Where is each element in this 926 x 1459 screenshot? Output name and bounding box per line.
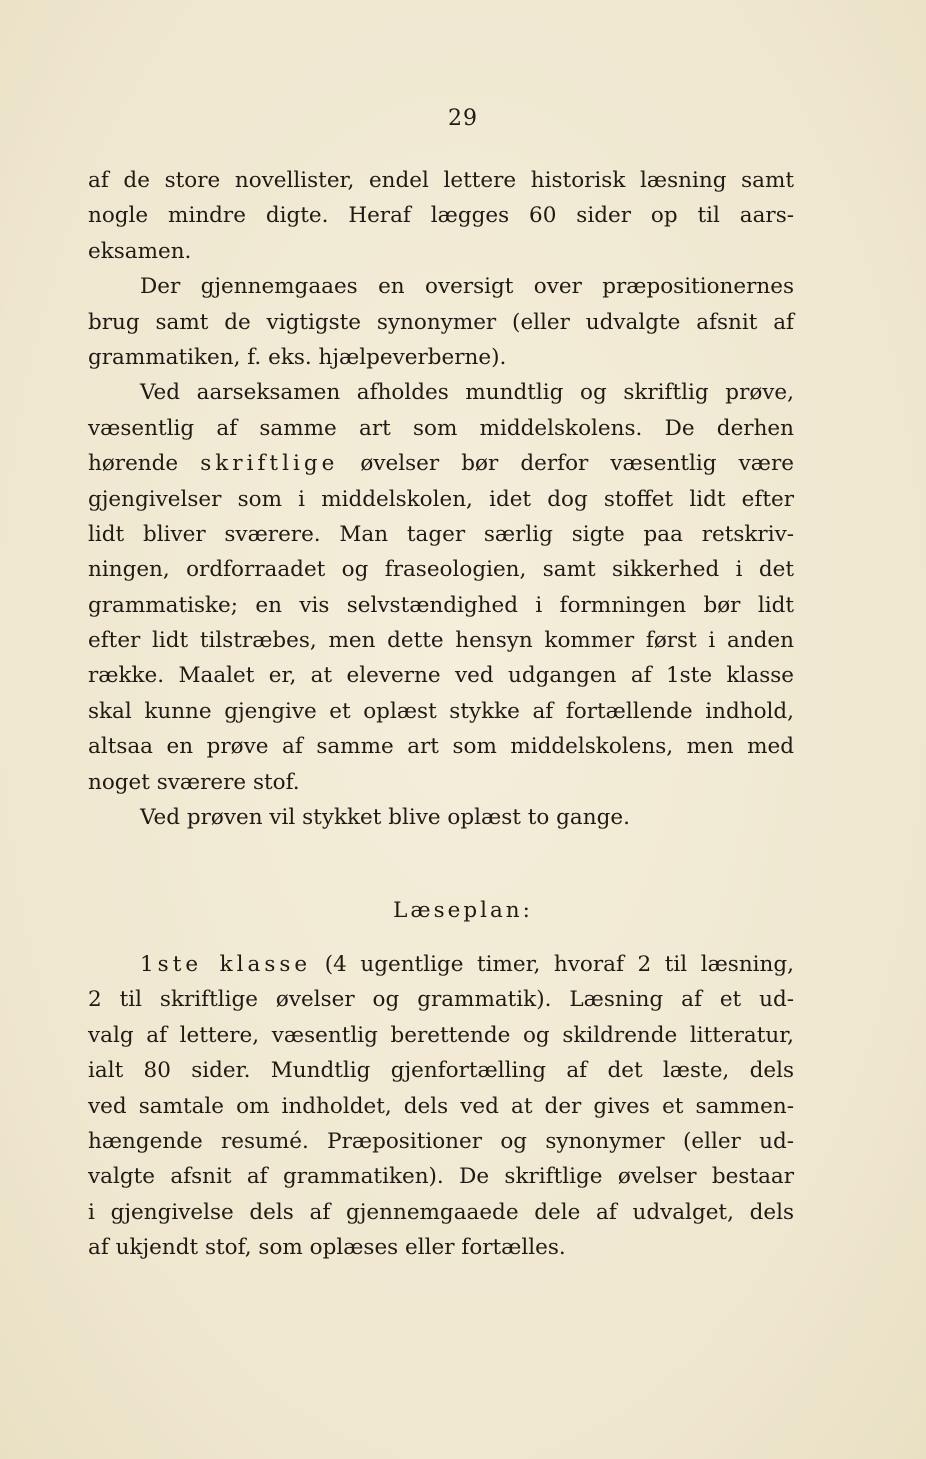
text-line: valg af lettere, væsentlig berettende og skildrende litteratur, — [88, 1022, 794, 1048]
text-line: af ukjendt stof, som oplæses eller fortælles. — [88, 1235, 566, 1261]
spaced-emphasis: skriftlige — [200, 451, 339, 477]
text-line: noget sværere stof. — [88, 769, 300, 795]
text-line: lidt bliver sværere. Man tager særlig sigte paa retskriv- — [88, 521, 794, 547]
text-line: eksamen. — [88, 238, 192, 264]
text-line: altsaa en prøve af samme art som middelskolens, men med — [88, 734, 794, 760]
text-fragment: (4 ugentlige timer, hvoraf 2 til læsning, — [324, 952, 794, 977]
text-line: i gjengivelse dels af gjennemgaaede dele af udvalget, dels — [88, 1199, 794, 1225]
text-line — [88, 446, 794, 481]
text-line: ialt 80 sider. Mundtlig gjenfortælling af det læste, dels — [88, 1058, 794, 1084]
paragraph-start-line: Ved aarseksamen afholdes mundtlig og skriftlig prøve, — [140, 380, 794, 406]
text-line: valgte afsnit af grammatiken). De skriftlige øvelser bestaar — [88, 1164, 794, 1190]
text-fragment: øvelser bør derfor væsentlig være — [360, 451, 794, 477]
section-heading: Læseplan: — [393, 898, 533, 923]
text-line: af de store novellister, endel lettere historisk læsning samt — [88, 168, 794, 193]
text-line: række. Maalet er, at eleverne ved udgangen af 1ste klasse — [88, 663, 794, 689]
text-line: skal kunne gjengive et oplæst stykke af fortællende indhold, — [88, 698, 794, 724]
laeseplan-text — [88, 947, 794, 1266]
page-number: 29 — [448, 106, 478, 131]
paragraph-start-line — [88, 947, 794, 982]
paragraph-start-line: Der gjennemgaaes en oversigt over præpositionernes — [140, 274, 794, 300]
text-line: nogle mindre digte. Heraf lægges 60 sider op til aars- — [88, 203, 794, 229]
spaced-emphasis: 1ste klasse — [140, 952, 312, 977]
text-line: hængende resumé. Præpositioner og synonymer (eller ud- — [88, 1128, 794, 1154]
text-fragment: hørende — [88, 451, 179, 477]
text-line: gjengivelser som i middelskolen, idet dog stoffet lidt efter — [88, 486, 794, 512]
paragraph-start-line: Ved prøven vil stykket blive oplæst to gange. — [140, 805, 630, 831]
body-text — [88, 163, 794, 835]
text-line: 2 til skriftlige øvelser og grammatik). Læsning af et ud- — [88, 987, 794, 1013]
text-line: brug samt de vigtigste synonymer (eller udvalgte afsnit af — [88, 309, 794, 335]
text-line: grammatiske; en vis selvstændighed i formningen bør lidt — [88, 592, 794, 618]
text-line: grammatiken, f. eks. hjælpeverberne). — [88, 344, 507, 370]
text-line: efter lidt tilstræbes, men dette hensyn kommer først i anden — [88, 628, 794, 654]
text-line: væsentlig af samme art som middelskolens. De derhen — [88, 415, 794, 441]
text-line: ningen, ordforraadet og fraseologien, samt sikkerhed i det — [88, 557, 794, 583]
text-line: ved samtale om indholdet, dels ved at der gives et sammen- — [88, 1093, 794, 1119]
